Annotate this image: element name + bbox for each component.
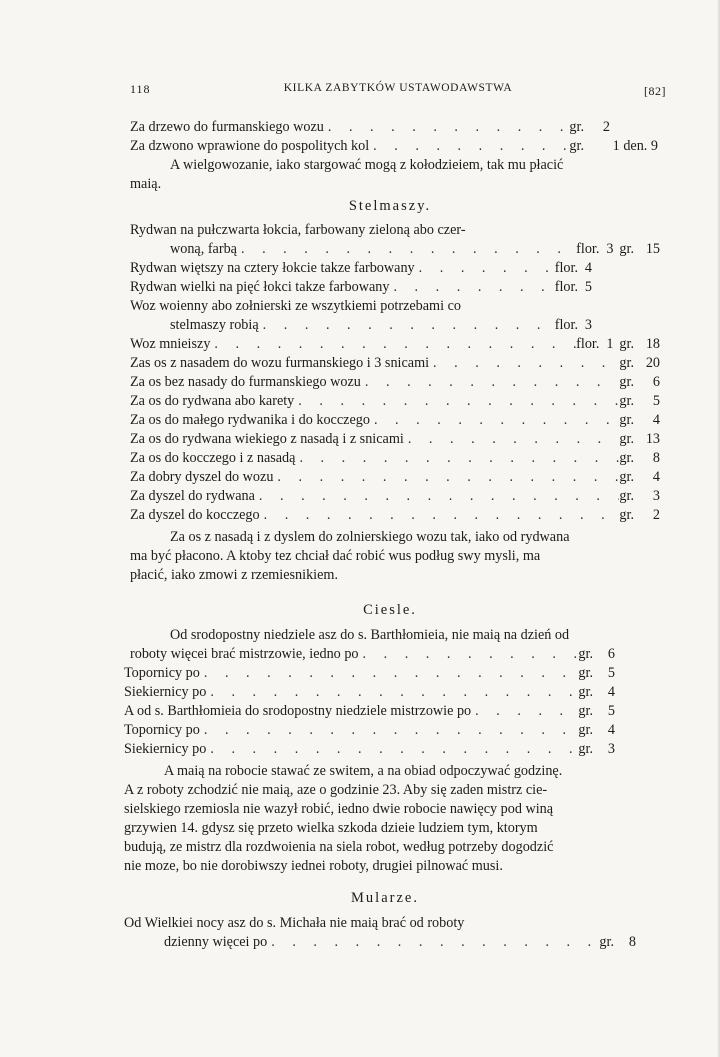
section-title-stelmaszy: Stelmaszy.: [348, 198, 432, 214]
price-entry: Za dyszel do kocczego . . . gr. 2: [130, 506, 660, 525]
entry-line: Rydwan na pułczwarta łokcia, farbowany zieloną abo czer-: [130, 222, 466, 238]
paragraph-line: nie moze, bo nie dorobiwszy iednei roboty, drugiei pilnować musi.: [124, 858, 503, 874]
price-entry: Za dobry dyszel do wozu . . . gr. 4: [130, 468, 660, 487]
entry-line: Woz woienny abo zołnierski ze wszytkiemi potrzebami co: [130, 298, 461, 314]
price-entry: Woz mnieiszy . . . flor. 1 gr. 18: [130, 335, 660, 354]
price-entry: Rydwan więtszy na cztery łokcie takze farbowany . . . flor. 4: [130, 259, 592, 278]
page-reference: [82]: [644, 84, 666, 98]
price-entry: A od s. Barthłomieia do srodopostny niedziele mistrzowie po . . . gr. 5: [124, 702, 615, 721]
page-number: 118: [130, 82, 151, 96]
price-entry: dzienny więcei po . . . gr. 8: [164, 933, 636, 952]
price-entry: Siekiernicy po . . . gr. 4: [124, 683, 615, 702]
running-header: [130, 82, 666, 100]
paragraph-line: Za os z nasadą i z dyslem do zolnierskiego wozu tak, iako od rydwana: [170, 529, 570, 545]
price-entry: Za os do małego rydwanika i do kocczego . . . gr. 4: [130, 411, 660, 430]
paragraph-line: A z roboty zchodzić nie maią, aze o godzinie 23. Aby się zaden mistrz cie-: [124, 782, 548, 798]
price-entry: Topornicy po . . . gr. 4: [124, 721, 615, 740]
paragraph-line: ma być płacono. A ktoby tez chciał dać robić wus podług swy mysli, ma: [130, 548, 541, 564]
paragraph-line: Od srodopostny niedziele asz do s. Barthłomieia, nie maią na dzień od: [170, 627, 570, 643]
paragraph-line: sielskiego rzemiosla nie wazył robić, iedno dwie robocie nawięcy pod winą: [124, 801, 554, 817]
paragraph-line: grzywien 14. gdysz się przeto wielka szkoda dzieie ludziem tym, ktorym: [124, 820, 538, 836]
price-entry: Rydwan wielki na pięć łokci takze farbowany . . . flor. 5: [130, 278, 592, 297]
price-entry: Za os do rydwana abo karety . . . gr. 5: [130, 392, 660, 411]
price-entry: Za drzewo do furmanskiego wozu . . . gr. 2: [130, 118, 610, 137]
price-entry: Za os bez nasady do furmanskiego wozu . . . gr. 6: [130, 373, 660, 392]
paragraph-line: maią.: [130, 176, 162, 192]
section-title-mularze: Mularze.: [351, 890, 419, 906]
price-entry: Za dzwono wprawione do pospolitych kol . . . gr. 1 den. 9: [130, 137, 658, 156]
running-title: KILKA ZABYTKÓW USTAWODAWSTWA: [283, 82, 513, 94]
paragraph-line: A maią na robocie stawać ze switem, a na obiad odpoczywać godzinę.: [164, 763, 563, 779]
section-title-ciesle: Ciesle.: [363, 602, 417, 618]
price-entry: stelmaszy robią . . . flor. 3: [170, 316, 592, 335]
paragraph-line: A wielgowozanie, iako stargować mogą z kołodzieiem, tak mu płacić: [170, 157, 564, 173]
price-entry: Za dyszel do rydwana . . . gr. 3: [130, 487, 660, 506]
price-entry: Za os do rydwana wiekiego z nasadą i z snicami . . . gr. 13: [130, 430, 660, 449]
price-entry: Topornicy po . . . gr. 5: [124, 664, 615, 683]
price-entry: roboty więcei brać mistrzowie, iedno po . . . gr. 6: [130, 645, 615, 664]
price-entry: Zas os z nasadem do wozu furmanskiego i 3 snicami . . . gr. 20: [130, 354, 660, 373]
paragraph-line: płacić, iako zmowi z rzemiesnikiem.: [130, 567, 339, 583]
paragraph-line: budują, ze mistrz dla rozdwoienia na siela robot, według potrzeby dogodzić: [124, 839, 554, 855]
price-entry: Za os do kocczego i z nasadą . . . gr. 8: [130, 449, 660, 468]
price-entry: Siekiernicy po . . . gr. 3: [124, 740, 615, 759]
entry-line: Od Wielkiei nocy asz do s. Michała nie maią brać od roboty: [124, 915, 465, 931]
price-entry: woną, farbą . . . flor. 3 gr. 15: [170, 240, 660, 259]
